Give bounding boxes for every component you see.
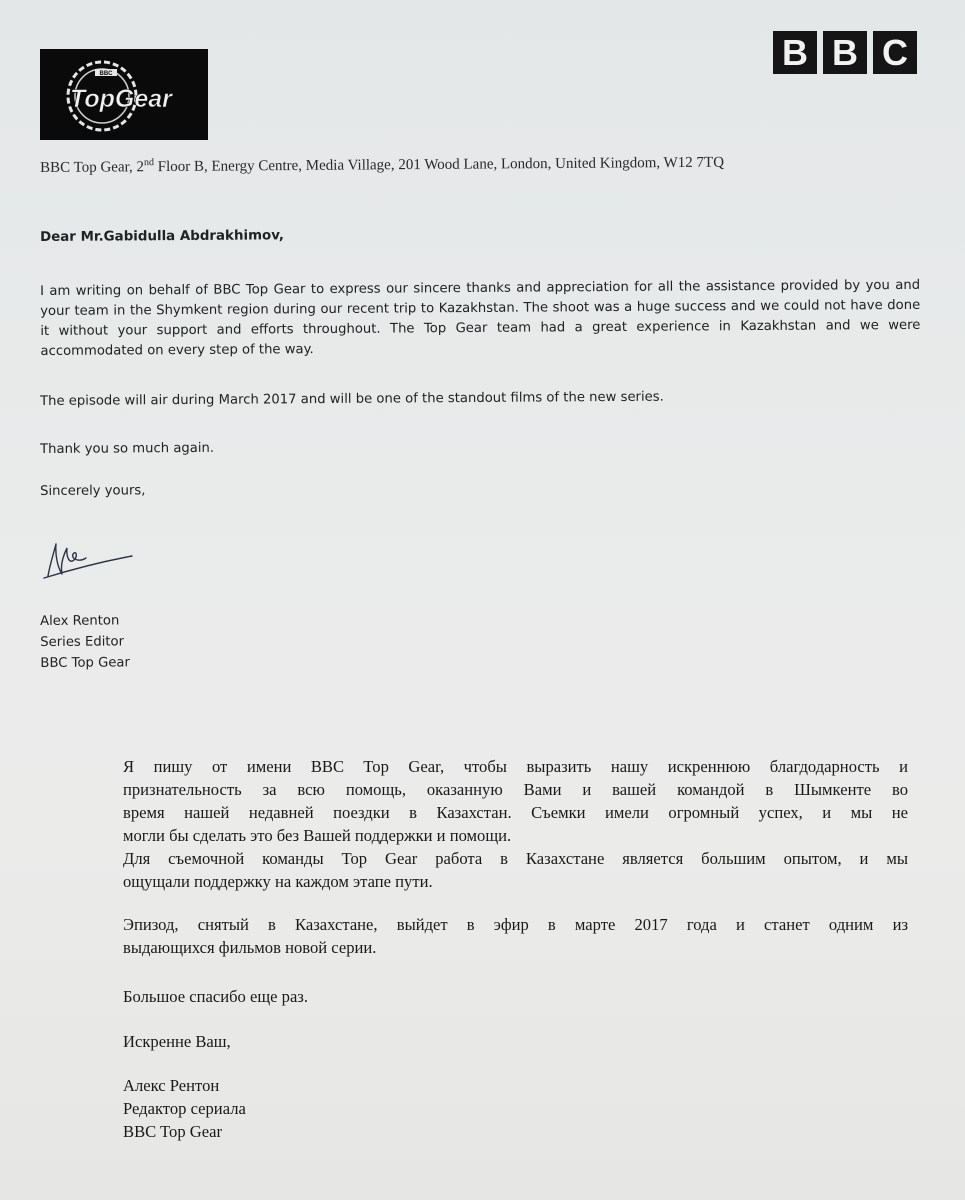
bbc-logo-block-1: B — [773, 31, 817, 74]
paragraph-3: Thank you so much again. — [40, 440, 215, 457]
ru-p1-line-4: могли бы сделать это без Вашей поддержки и помощи. — [123, 826, 512, 845]
topgear-logo-text: TopGear — [70, 85, 172, 113]
topgear-logo — [40, 49, 208, 140]
ru-signer-name: Алекс Рентон — [123, 1076, 220, 1095]
signer-org: BBC Top Gear — [40, 655, 130, 671]
ru-signer-title: Редактор сериала — [123, 1099, 246, 1118]
ru-signer-org: BBC Top Gear — [123, 1122, 223, 1141]
address-part-2: Floor B, Energy Centre, Media Village, 201 Wood Lane, London, United Kingdom, W12 7TQ — [153, 154, 725, 176]
ru-paragraph-2 — [123, 913, 908, 959]
sender-address — [40, 152, 840, 177]
ru-p1b-line-2: ощущали поддержку на каждом этапе пути. — [123, 872, 433, 891]
closing: Sincerely yours, — [40, 483, 146, 499]
ru-p2-line-2: выдающихся фильмов новой серии. — [123, 938, 377, 957]
paragraph-1: I am writing on behalf of BBC Top Gear to express our sincere thanks and appreciation for all the assistance provided by you and your team in the Shymkent region during our recent trip to Kazakhstan. The shoot was a huge success and we could not have done it without your support and efforts throughout. The Top Gear team had a great experience in Kazakhstan and we were accommodated on every step of the way. — [40, 277, 921, 359]
signer-title: Series Editor — [40, 634, 125, 650]
ru-paragraph-3: Большое спасибо еще раз. — [123, 987, 309, 1006]
ru-closing: Искренне Ваш, — [123, 1032, 231, 1051]
ru-p1b-line-1: Для съемочной команды Top Gear работа в Казахстане является большим опытом, и мы — [123, 849, 908, 868]
bbc-logo — [773, 31, 919, 74]
address-part-1: BBC Top Gear, 2 — [40, 159, 145, 176]
ru-signature-block — [123, 1074, 908, 1143]
topgear-logo-bbc: BBC — [99, 71, 113, 77]
signature-block — [40, 605, 920, 674]
ru-p1-line-1: Я пишу от имени BBC Top Gear, чтобы выразить нашу искреннюю благдодарность и — [123, 757, 908, 776]
ru-p1-line-2: признательность за всю помощь, оказанную Вами и вашей командой в Шымкенте во — [123, 780, 908, 799]
bbc-logo-block-3: C — [873, 31, 917, 74]
paragraph-2: The episode will air during March 2017 and will be one of the standout films of the new series. — [40, 389, 664, 409]
bbc-logo-block-2: B — [823, 31, 867, 74]
greeting: Dear Mr.Gabidulla Abdrakhimov, — [40, 228, 284, 245]
ru-paragraph-1 — [123, 755, 908, 893]
ru-p2-line-1: Эпизод, снятый в Казахстане, выйдет в эфир в марте 2017 года и станет одним из — [123, 915, 908, 934]
signature — [40, 538, 140, 583]
address-sup: nd — [143, 157, 154, 169]
signer-name: Alex Renton — [40, 613, 120, 629]
ru-p1-line-3: время нашей недавней поездки в Казахстан. Съемки имели огромный успех, и мы не — [123, 803, 908, 822]
